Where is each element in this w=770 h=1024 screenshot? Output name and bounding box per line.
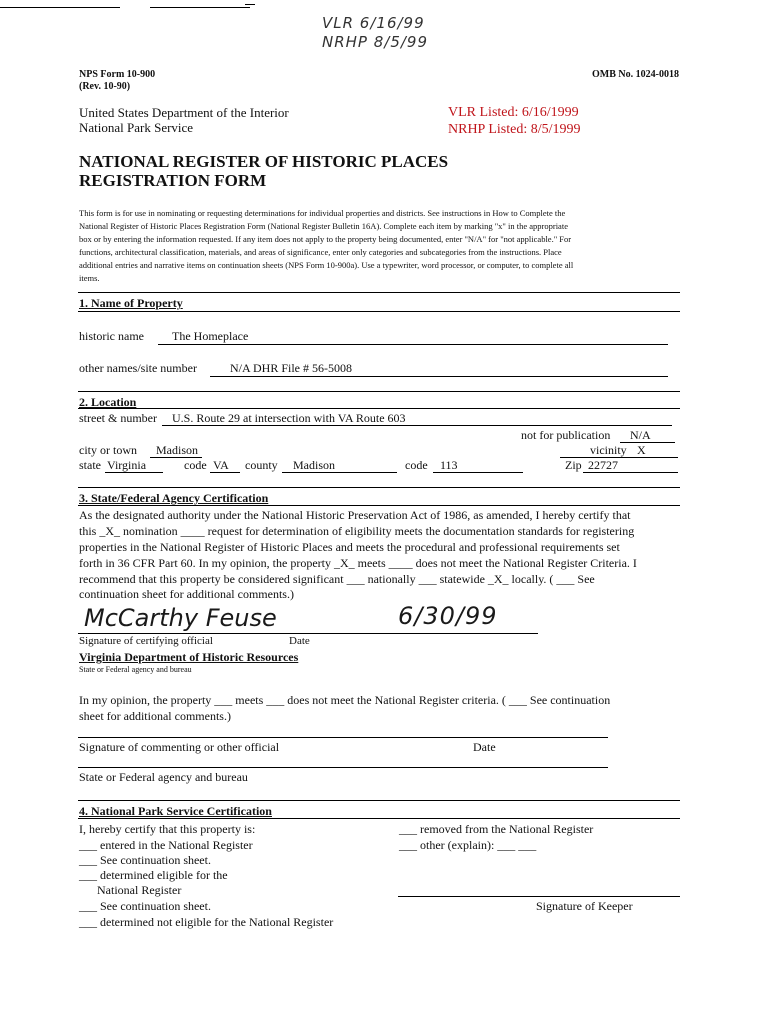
historic-name-value: The Homeplace xyxy=(172,329,249,343)
vicinity-label: vicinity xyxy=(590,443,627,457)
signature-line xyxy=(78,737,608,738)
nps-option: ___ See continuation sheet. xyxy=(79,899,211,913)
field-underline xyxy=(620,442,675,443)
nps-option: ___ See continuation sheet. xyxy=(79,853,211,867)
divider xyxy=(78,311,680,312)
handwritten-note-nrhp: NRHP 8/5/99 xyxy=(322,33,429,51)
certification-text: recommend that this property be considered significant ___ nationally ___ statewide _X_ locally. ( ___ See xyxy=(79,572,595,586)
commenting-official-label: Signature of commenting or other official xyxy=(79,740,280,754)
section-4-heading: 4. National Park Service Certification xyxy=(79,804,272,818)
opinion-text: In my opinion, the property ___ meets ___ does not meet the National Register criteria. ( ___ See continuation xyxy=(79,693,611,707)
vicinity-value: X xyxy=(637,443,646,457)
field-underline xyxy=(282,472,397,473)
not-for-publication-value: N/A xyxy=(630,428,651,442)
state-code-label: code xyxy=(184,458,207,472)
scan-line xyxy=(245,4,255,5)
instructions-line: additional entries and narrative items on continuation sheets (NPS Form 10-900a). Use a typewriter, word processor, or computer, to complete all xyxy=(79,260,574,270)
county-value: Madison xyxy=(293,458,335,472)
field-underline xyxy=(210,472,240,473)
city-label: city or town xyxy=(79,443,137,457)
scan-line xyxy=(150,7,250,8)
nrhp-listed: NRHP Listed: 8/5/1999 xyxy=(448,122,581,137)
other-names-value: N/A DHR File # 56-5008 xyxy=(230,361,353,375)
nps-intro: I, hereby certify that this property is: xyxy=(79,822,256,836)
signature-label: Signature of certifying official xyxy=(79,635,213,647)
opinion-text: sheet for additional comments.) xyxy=(79,709,231,723)
form-title-line2: REGISTRATION FORM xyxy=(79,171,267,190)
agency-label: State or Federal agency and bureau xyxy=(79,770,248,784)
field-underline xyxy=(105,472,163,473)
section-3-heading: 3. State/Federal Agency Certification xyxy=(79,491,269,505)
instructions-line: National Register of Historic Places Registration Form (National Register Bulletin 16A). Complete each item by marking "x" in the appropriate xyxy=(79,221,568,231)
scan-line xyxy=(0,7,120,8)
street-label: street & number xyxy=(79,411,157,425)
nps-option: ___ entered in the National Register xyxy=(79,838,253,852)
instructions-line: This form is for use in nominating or requesting determinations for individual properties and districts. See instructions in How to Complete the xyxy=(79,208,566,218)
certifying-agency: Virginia Department of Historic Resources xyxy=(79,650,299,664)
date-label: Date xyxy=(289,635,310,647)
date-label: Date xyxy=(473,740,496,754)
official-signature: McCarthy Feuse xyxy=(84,604,277,632)
keeper-signature-label: Signature of Keeper xyxy=(536,899,633,913)
nps-option: ___ other (explain): ___ ___ xyxy=(399,838,537,852)
state-code-value: VA xyxy=(213,458,229,472)
signature-line xyxy=(78,633,538,634)
field-underline xyxy=(162,425,672,426)
form-number: NPS Form 10-900 xyxy=(79,69,156,80)
state-label: state xyxy=(79,458,101,472)
agency-name: National Park Service xyxy=(79,120,194,135)
field-underline xyxy=(158,344,668,345)
zip-value: 22727 xyxy=(588,458,618,472)
instructions-line: items. xyxy=(79,273,100,283)
signature-date: 6/30/99 xyxy=(398,602,498,630)
instructions-line: functions, architectural classification, materials, and areas of significance, enter only categories and subcategories from the instructions. Place xyxy=(79,247,562,257)
handwritten-note-vlr: VLR 6/16/99 xyxy=(322,14,425,32)
section-2-heading: 2. Location xyxy=(79,395,137,409)
divider xyxy=(78,505,680,506)
street-value: U.S. Route 29 at intersection with VA Route 603 xyxy=(172,411,406,425)
field-underline xyxy=(210,376,668,377)
agency-label: State or Federal agency and bureau xyxy=(79,665,192,674)
city-value: Madison xyxy=(156,443,198,457)
certification-text: this _X_ nomination ____ request for determination of eligibility meets the documentation standards for registering xyxy=(79,524,635,538)
field-underline xyxy=(583,472,678,473)
certification-text: As the designated authority under the National Historic Preservation Act of 1986, as amended, I hereby certify that xyxy=(79,508,631,522)
certification-text: continuation sheet for additional comments.) xyxy=(79,587,294,601)
divider xyxy=(78,408,680,409)
nps-option: ___ determined eligible for the xyxy=(79,868,228,882)
not-for-publication-label: not for publication xyxy=(521,428,611,442)
nps-option: ___ removed from the National Register xyxy=(399,822,594,836)
other-names-label: other names/site number xyxy=(79,361,197,375)
divider xyxy=(78,391,680,392)
form-revision: (Rev. 10-90) xyxy=(79,81,131,92)
signature-line xyxy=(78,767,608,768)
county-code-value: 113 xyxy=(440,458,458,472)
instructions-line: box or by entering the information requested. If any item does not apply to the property being documented, enter "N/A" for "not applicable." For xyxy=(79,234,572,244)
certification-text: properties in the National Register of Historic Places and meets the procedural and professional requirements set xyxy=(79,540,620,554)
state-value: Virginia xyxy=(107,458,147,472)
nps-option: National Register xyxy=(97,883,182,897)
historic-name-label: historic name xyxy=(79,329,144,343)
divider xyxy=(78,818,680,819)
certification-text: forth in 36 CFR Part 60. In my opinion, the property _X_ meets ____ does not meet the National Register Criteria. I xyxy=(79,556,637,570)
form-title-line1: NATIONAL REGISTER OF HISTORIC PLACES xyxy=(79,152,449,171)
signature-line xyxy=(398,896,680,897)
county-code-label: code xyxy=(405,458,428,472)
zip-label: Zip xyxy=(565,458,582,472)
divider xyxy=(78,292,680,293)
county-label: county xyxy=(245,458,278,472)
department-name: United States Department of the Interior xyxy=(79,105,289,120)
nps-option: ___ determined not eligible for the National Register xyxy=(79,915,334,929)
vlr-listed: VLR Listed: 6/16/1999 xyxy=(448,105,579,120)
field-underline xyxy=(433,472,523,473)
divider xyxy=(78,800,680,801)
omb-number: OMB No. 1024-0018 xyxy=(592,69,679,80)
divider xyxy=(78,487,680,488)
section-1-heading: 1. Name of Property xyxy=(79,296,183,310)
